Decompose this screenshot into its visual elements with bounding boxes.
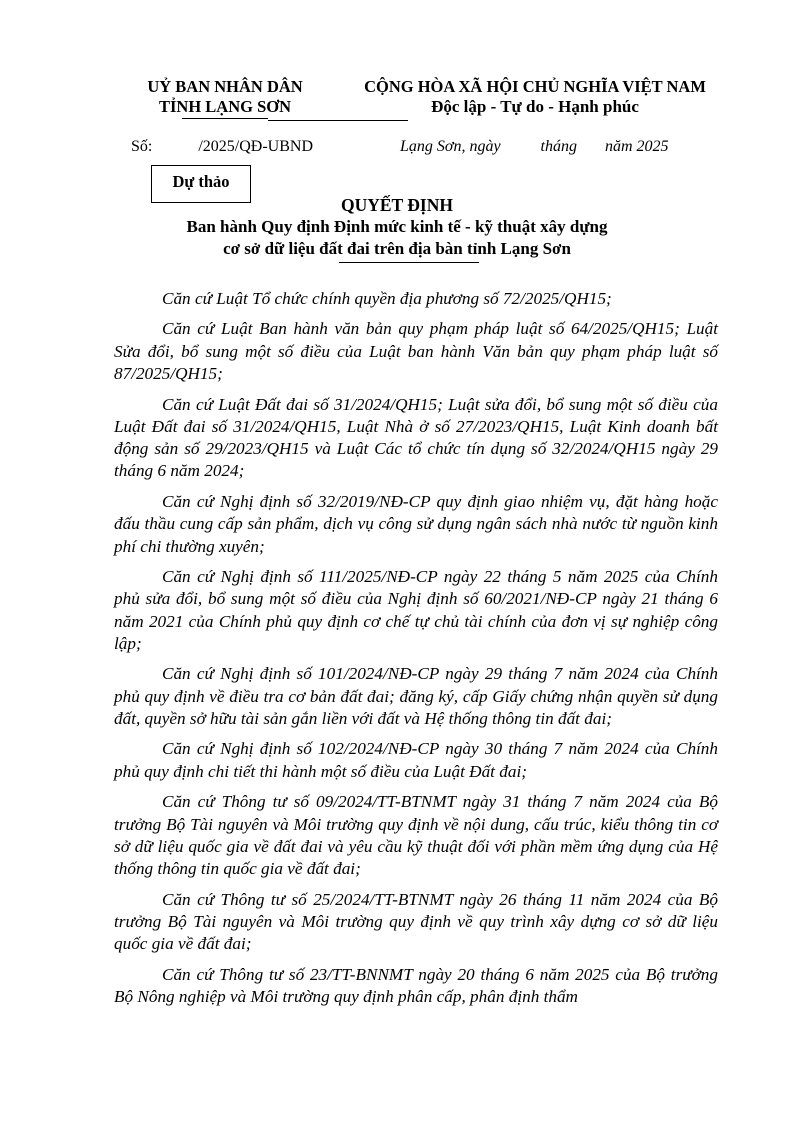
document-subtitle bbox=[0, 216, 794, 260]
document-subtitle-line1: Ban hành Quy định Định mức kinh tế - kỹ thuật xây dựng bbox=[186, 217, 608, 236]
national-motto: Độc lập - Tự do - Hạnh phúc bbox=[431, 97, 639, 116]
issuing-authority bbox=[130, 77, 320, 117]
legal-basis-paragraph: Căn cứ Nghị định số 101/2024/NĐ-CP ngày 29 tháng 7 năm 2024 của Chính phủ quy định về điều tra cơ bản đất đai; đăng ký, cấp Giấy chứng nhận quyền sử dụng đất, quyền sở hữu tài sản gắn liền với đất và Hệ thống thông tin đất đai; bbox=[114, 664, 718, 728]
legal-basis-paragraph: Căn cứ Thông tư số 09/2024/TT-BTNMT ngày 31 tháng 7 năm 2024 của Bộ trưởng Bộ Tài nguyên và Môi trường quy định về nội dung, cấu trúc, kiểu thông tin cơ sở dữ liệu quốc gia về đất đai và yêu cầu kỹ thuật đối với phần mềm ứng dụng của Hệ thống thông tin quốc gia về đất đai; bbox=[114, 792, 718, 879]
authority-underline bbox=[182, 118, 268, 119]
legal-basis-paragraph: Căn cứ Nghị định số 32/2019/NĐ-CP quy định giao nhiệm vụ, đặt hàng hoặc đấu thầu cung cấp sản phẩm, dịch vụ công sử dụng ngân sách nhà nước từ nguồn kinh phí chi thường xuyên; bbox=[114, 491, 718, 556]
document-title: QUYẾT ĐỊNH bbox=[341, 195, 453, 215]
document-number-label: Số: bbox=[131, 138, 153, 155]
legal-basis-paragraph: Căn cứ Thông tư số 25/2024/TT-BTNMT ngày 26 tháng 11 năm 2024 của Bộ trưởng Bộ Tài nguyên và Môi trường quy định về quy trình xây dựng cơ sở dữ liệu quốc gia về đất đai; bbox=[114, 889, 718, 954]
legal-basis-paragraph: Căn cứ Luật Tổ chức chính quyền địa phương số 72/2025/QH15; bbox=[162, 289, 612, 308]
national-name: CỘNG HÒA XÃ HỘI CHỦ NGHĨA VIỆT NAM bbox=[364, 77, 706, 96]
legal-basis-paragraph: Căn cứ Nghị định số 102/2024/NĐ-CP ngày 30 tháng 7 năm 2024 của Chính phủ quy định chi tiết thi hành một số điều của Luật Đất đai; bbox=[114, 739, 718, 781]
draft-stamp: Dự thảo bbox=[151, 165, 251, 203]
document-number bbox=[131, 138, 313, 156]
document-number-value: /2025/QĐ-UBND bbox=[198, 138, 314, 155]
title-underline bbox=[339, 262, 479, 263]
national-header bbox=[345, 77, 725, 117]
legal-basis-section bbox=[114, 288, 718, 1016]
motto-underline bbox=[268, 120, 408, 121]
issuing-authority-line1: UỶ BAN NHÂN DÂN bbox=[147, 77, 303, 96]
document-subtitle-line2: cơ sở dữ liệu đất đai trên địa bàn tỉnh Lạng Sơn bbox=[223, 239, 571, 258]
legal-basis-paragraph: Căn cứ Luật Ban hành văn bản quy phạm pháp luật số 64/2025/QH15; Luật Sửa đổi, bổ sung một số điều của Luật ban hành Văn bản quy phạm pháp luật số 87/2025/QH15; bbox=[114, 319, 718, 384]
legal-basis-paragraph: Căn cứ Luật Đất đai số 31/2024/QH15; Luật sửa đổi, bổ sung một số điều của Luật Đất đai số 31/2024/QH15, Luật Nhà ở số 27/2023/QH15, Luật Kinh doanh bất động sản số 29/2023/QH15 và Luật Các tổ chức tín dụng số 32/2024/QH15 ngày 29 tháng 6 năm 2024; bbox=[114, 394, 718, 481]
issuing-authority-line2: TỈNH LẠNG SƠN bbox=[158, 97, 292, 116]
legal-basis-paragraph: Căn cứ Thông tư số 23/TT-BNNMT ngày 20 tháng 6 năm 2025 của Bộ trưởng Bộ Nông nghiệp và Môi trường quy định phân cấp, phân định thẩm bbox=[114, 964, 718, 1006]
place-and-date: Lạng Sơn, ngày tháng năm 2025 bbox=[400, 138, 669, 155]
legal-basis-paragraph: Căn cứ Nghị định số 111/2025/NĐ-CP ngày 22 tháng 5 năm 2025 của Chính phủ sửa đổi, bổ sung một số điều của Nghị định số 60/2021/NĐ-CP ngày 21 tháng 6 năm 2021 của Chính phủ quy định cơ chế tự chủ tài chính của đơn vị sự nghiệp công lập; bbox=[114, 567, 718, 653]
